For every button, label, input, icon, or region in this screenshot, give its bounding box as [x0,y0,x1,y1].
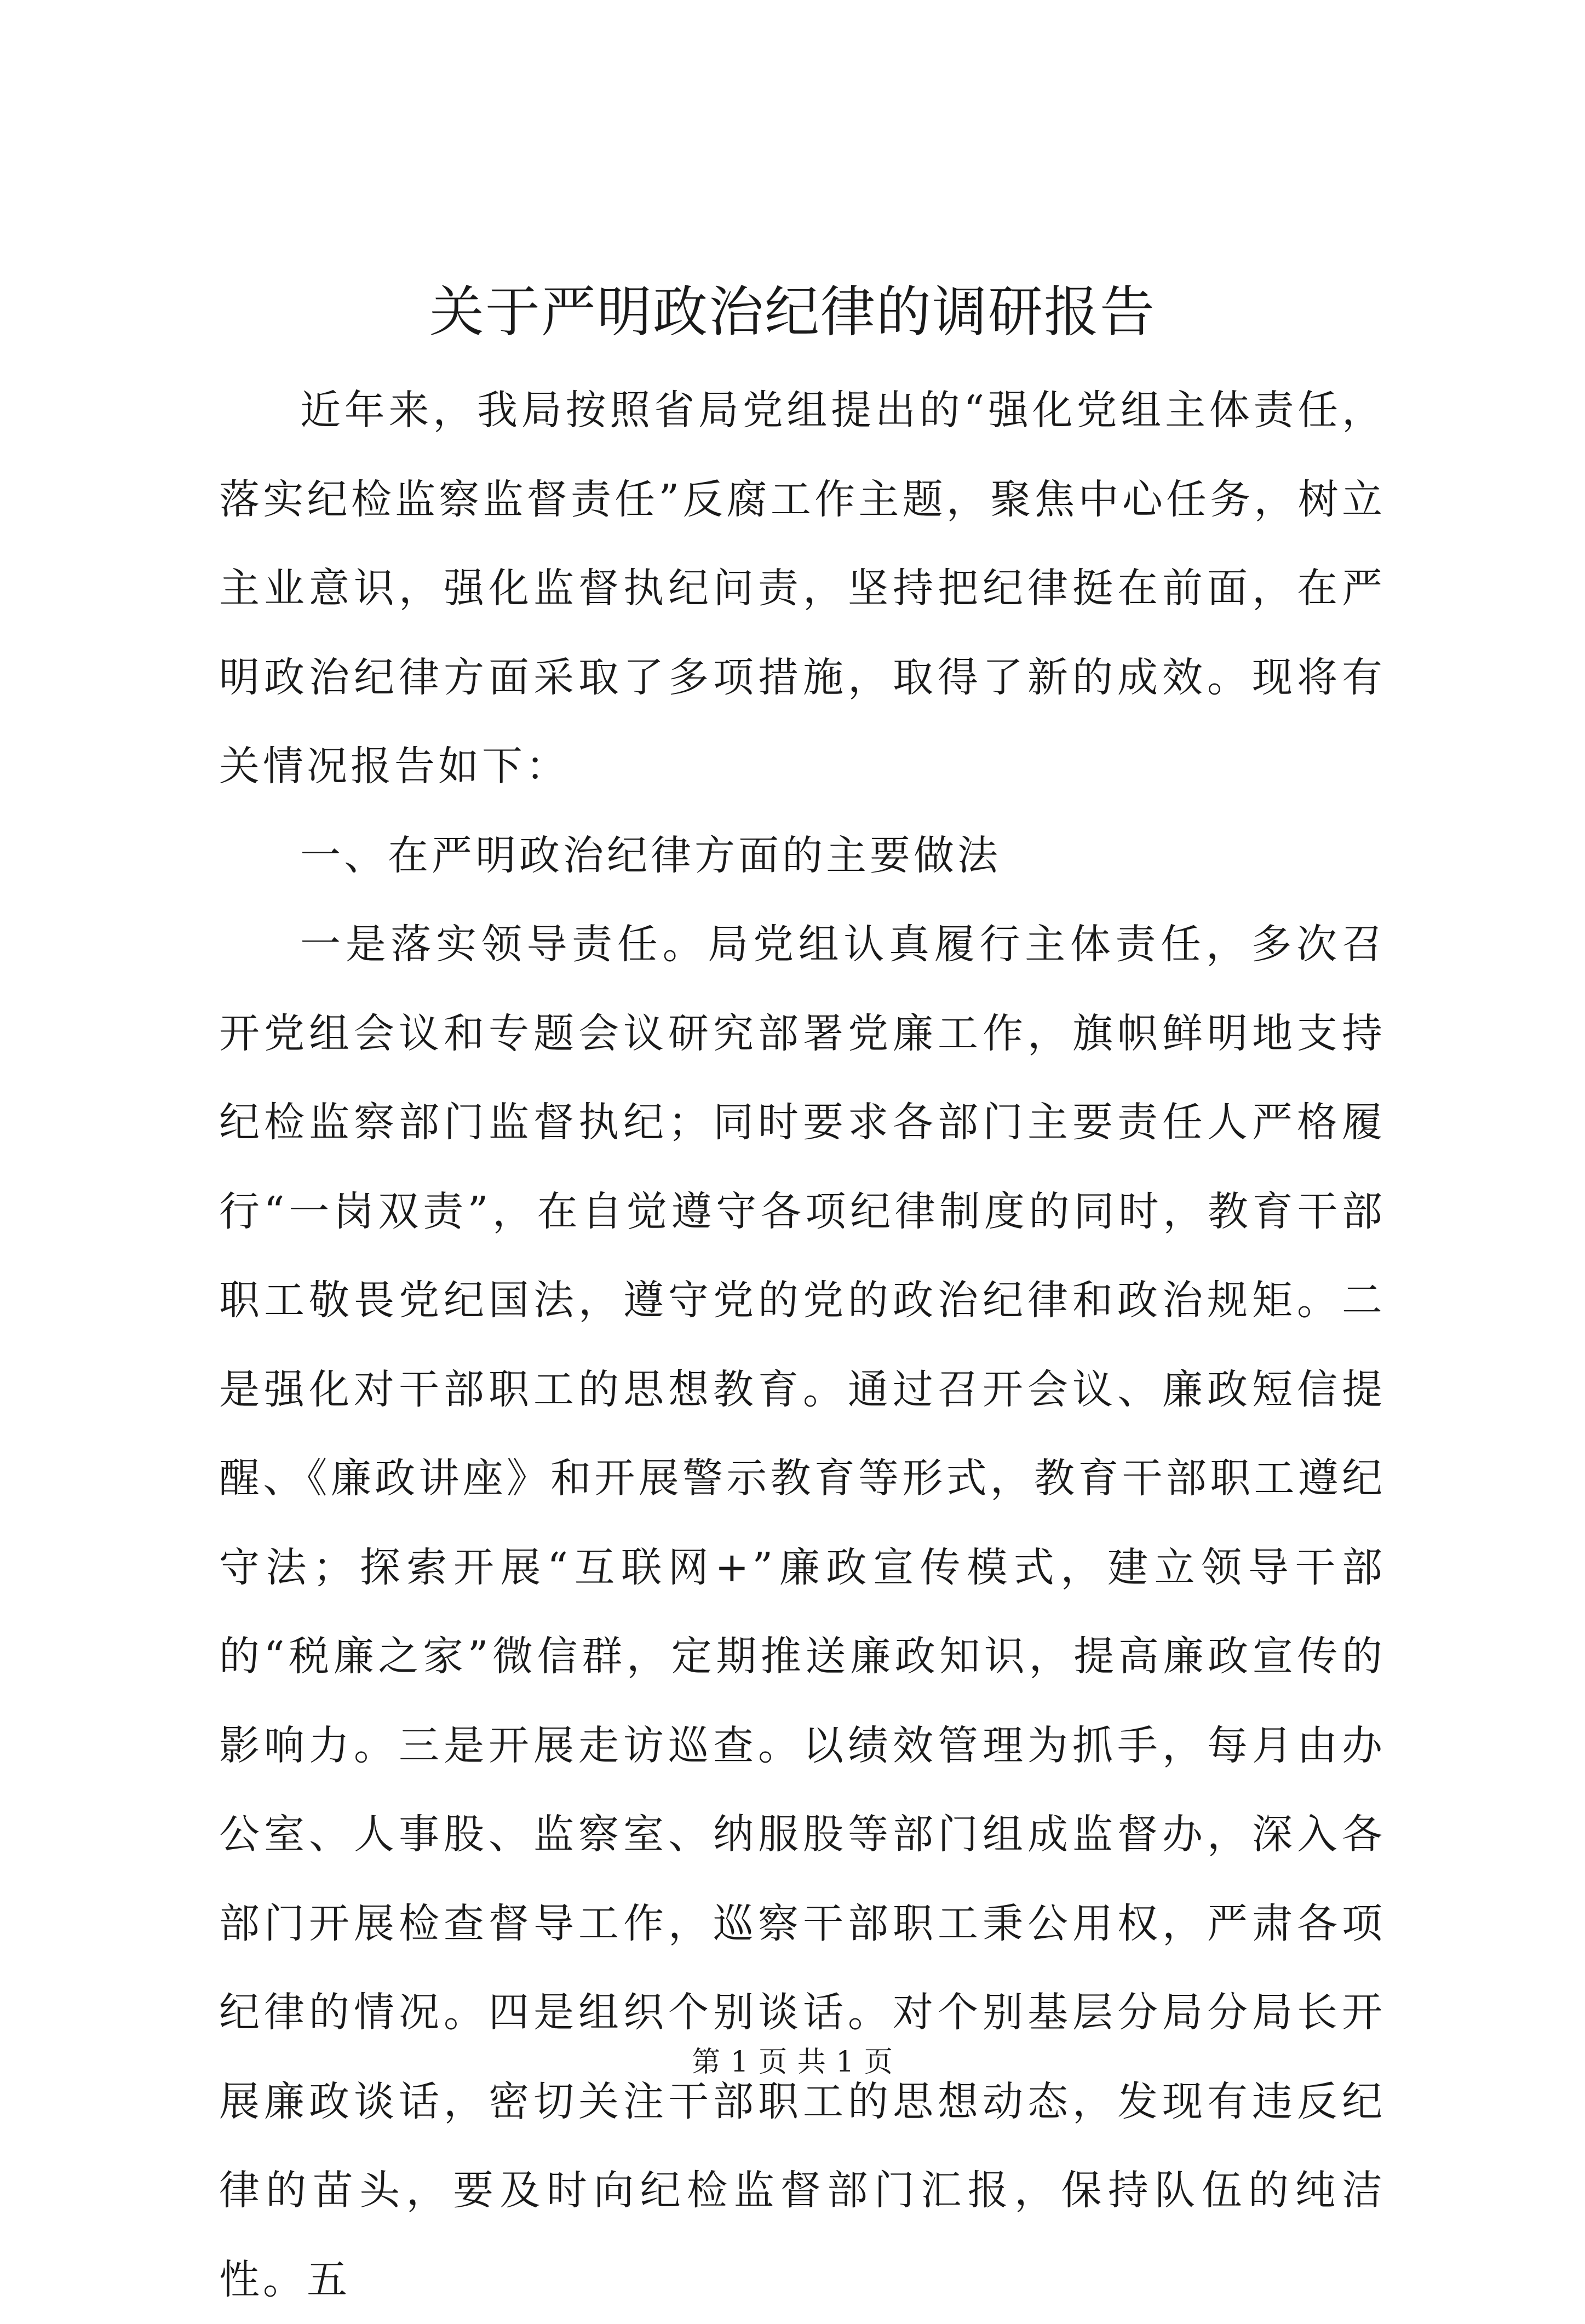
page-footer: 第 1 页 共 1 页 [692,2046,893,2079]
body-paragraph: 一是落实领导责任。局党组认真履行主体责任，多次召开党组会议和专题会议研究部署党廉工作，旗帜鲜明地支持纪检监察部门监督执纪；同时要求各部门主要责任人严格履行“一岗双责”，在自觉遵守各项纪律制度的同时，教育干部职工敬畏党纪国法，遵守党的党的政治纪律和政治规矩。二是强化对干部职工的思想教育。通过召开会议、廉政短信提醒、《廉政讲座》和开展警示教育等形式，教育干部职工遵纪守法；探索开展“互联网+”廉政宣传模式，建立领导干部的“税廉之家”微信群，定期推送廉政知识，提高廉政宣传的影响力。三是开展走访巡查。以绩效管理为抓手，每月由办公室、人事股、监察室、纳服股等部门组成监督办，深入各部门开展检查督导工作，巡察干部职工秉公用权，严肃各项纪律的情况。四是组织个别谈话。对个别基层分局分局长开展廉政谈话，密切关注干部职工的思想动态，发现有违反纪律的苗头，要及时向纪检监督部门汇报，保持队伍的纯洁性。五 [219,921,1386,2303]
document-body [219,366,1386,2324]
intro-paragraph: 近年来，我局按照省局党组提出的“强化党组主体责任，落实纪检监察监督责任”反腐工作主题，聚焦中心任务，树立主业意识，强化监督执纪问责，坚持把纪律挺在前面，在严明政治纪律方面采取了多项措施，取得了新的成效。现将有关情况报告如下： [219,387,1386,790]
section-heading: 一、在严明政治纪律方面的主要做法 [300,831,1001,879]
document-title: 关于严明政治纪律的调研报告 [429,280,1156,344]
